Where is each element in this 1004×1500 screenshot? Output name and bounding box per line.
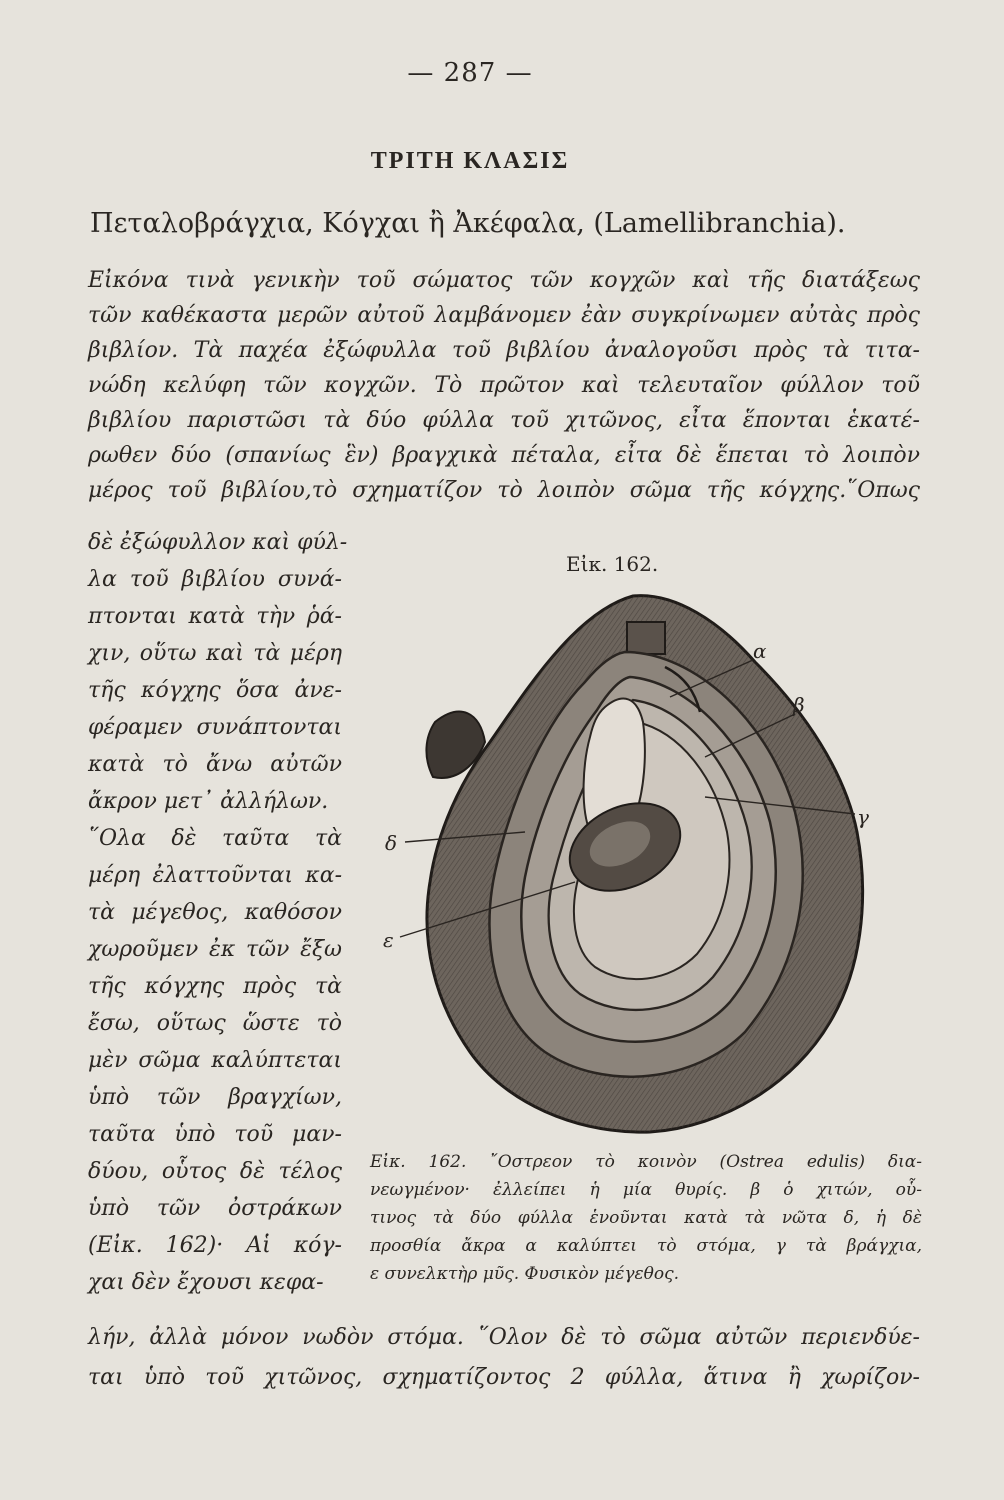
body-line: μέρος τοῦ βιβλίου,τὸ σχηματίζον τὸ λοιπὸν σῶμα τῆς κόγχης.῞Οπως <box>88 478 920 503</box>
body-line: Εἰκόνα τινὰ γενικὴν τοῦ σώματος τῶν κογχῶν καὶ τῆς διατάξεως <box>88 268 920 293</box>
column-line: φέραμεν συνάπτονται <box>88 715 342 740</box>
column-line: μέρη ἐλαττοῦνται κα- <box>88 863 342 888</box>
body-line: βιβλίου παριστῶσι τὰ δύο φύλλα τοῦ χιτῶνος, εἶτα ἕπονται ἑκατέ- <box>88 408 920 433</box>
column-line: χαι δὲν ἔχουσι κεφα- <box>88 1270 324 1295</box>
column-line: (Εἰκ. 162)· Αἱ κόγ- <box>88 1233 342 1258</box>
body-line: νώδη κελύφη τῶν κογχῶν. Τὸ πρῶτον καὶ τελευταῖον φύλλον τοῦ <box>88 373 920 398</box>
column-line: χιν, οὕτω καὶ τὰ μέρη <box>88 641 342 666</box>
column-line: τὰ μέγεθος, καθόσον <box>88 900 342 925</box>
figure-letter-b: β <box>793 693 805 717</box>
column-line: ὑπὸ τῶν ὀστράκων <box>88 1196 342 1221</box>
column-line: τῆς κόγχης ὅσα ἀνε- <box>88 678 342 703</box>
column-line: κατὰ τὸ ἄνω αὐτῶν <box>88 752 342 777</box>
column-line: ἄκρον μετ᾽ ἀλλήλων. <box>88 789 329 814</box>
body-line: λήν, ἀλλὰ μόνον νωδὸν στόμα. ῞Ολον δὲ τὸ σῶμα αὐτῶν περιενδύε- <box>88 1325 920 1350</box>
column-line: λα τοῦ βιβλίου συνά- <box>88 567 342 592</box>
figure-caption-line: ε συνελκτὴρ μῦς. Φυσικὸν μέγεθος. <box>370 1264 680 1284</box>
figure-caption-line: προσθία ἄκρα α καλύπτει τὸ στόμα, γ τὰ βράγχια, <box>370 1236 922 1256</box>
body-line: τῶν καθέκαστα μερῶν αὐτοῦ λαμβάνομεν ἐὰν συγκρίνωμεν αὐτὰς πρὸς <box>88 303 920 328</box>
oyster-illustration <box>375 582 920 1142</box>
figure-label: Εἰκ. 162. <box>566 552 659 576</box>
column-line: ταῦτα ὑπὸ τοῦ μαν- <box>88 1122 342 1147</box>
figure-letter-d: δ <box>385 831 398 855</box>
column-line: τῆς κόγχης πρὸς τὰ <box>88 974 342 999</box>
column-line: ῞Ολα δὲ ταῦτα τὰ <box>88 826 342 851</box>
figure-letter-e: ε <box>383 928 394 952</box>
column-line: πτονται κατὰ τὴν ῥά- <box>88 604 342 629</box>
page-number: — 287 — <box>407 58 533 88</box>
figure-caption-line: Εἰκ. 162. ῎Οστρεον τὸ κοινὸν (Ostrea edulis) δια- <box>370 1152 922 1172</box>
body-line: ται ὑπὸ τοῦ χιτῶνος, σχηματίζοντος 2 φύλλα, ἅτινα ἢ χωρίζον- <box>88 1365 920 1390</box>
figure-letter-a: α <box>753 639 767 663</box>
section-heading: ΤΡΙΤΗ ΚΛΑΣΙΣ <box>370 148 570 174</box>
column-line: χωροῦμεν ἐκ τῶν ἔξω <box>88 937 342 962</box>
section-subtitle: Πεταλοβράγχια, Κόγχαι ἢ Ἀκέφαλα, (Lamellibranchia). <box>90 208 846 239</box>
figure-caption-line: νεωγμένον· ἐλλείπει ἡ μία θυρίς. β ὁ χιτών, οὗ- <box>370 1180 922 1200</box>
column-line: ὑπὸ τῶν βραγχίων, <box>88 1085 342 1110</box>
body-line: ρωθεν δύο (σπανίως ἓν) βραγχικὰ πέταλα, εἶτα δὲ ἕπεται τὸ λοιπὸν <box>88 443 920 468</box>
column-line: ἔσω, οὕτως ὥστε τὸ <box>88 1011 342 1036</box>
figure-caption-line: τινος τὰ δύο φύλλα ἑνοῦνται κατὰ τὰ νῶτα δ, ἡ δὲ <box>370 1208 922 1228</box>
body-line: βιβλίον. Τὰ παχέα ἐξώφυλλα τοῦ βιβλίου ἀναλογοῦσι πρὸς τὰ τιτα- <box>88 338 920 363</box>
column-line: δὲ ἐξώφυλλον καὶ φύλ- <box>88 530 348 555</box>
column-line: δύου, οὗτος δὲ τέλος <box>88 1159 342 1184</box>
figure-letter-g: γ <box>857 805 869 829</box>
column-line: μὲν σῶμα καλύπτεται <box>88 1048 342 1073</box>
